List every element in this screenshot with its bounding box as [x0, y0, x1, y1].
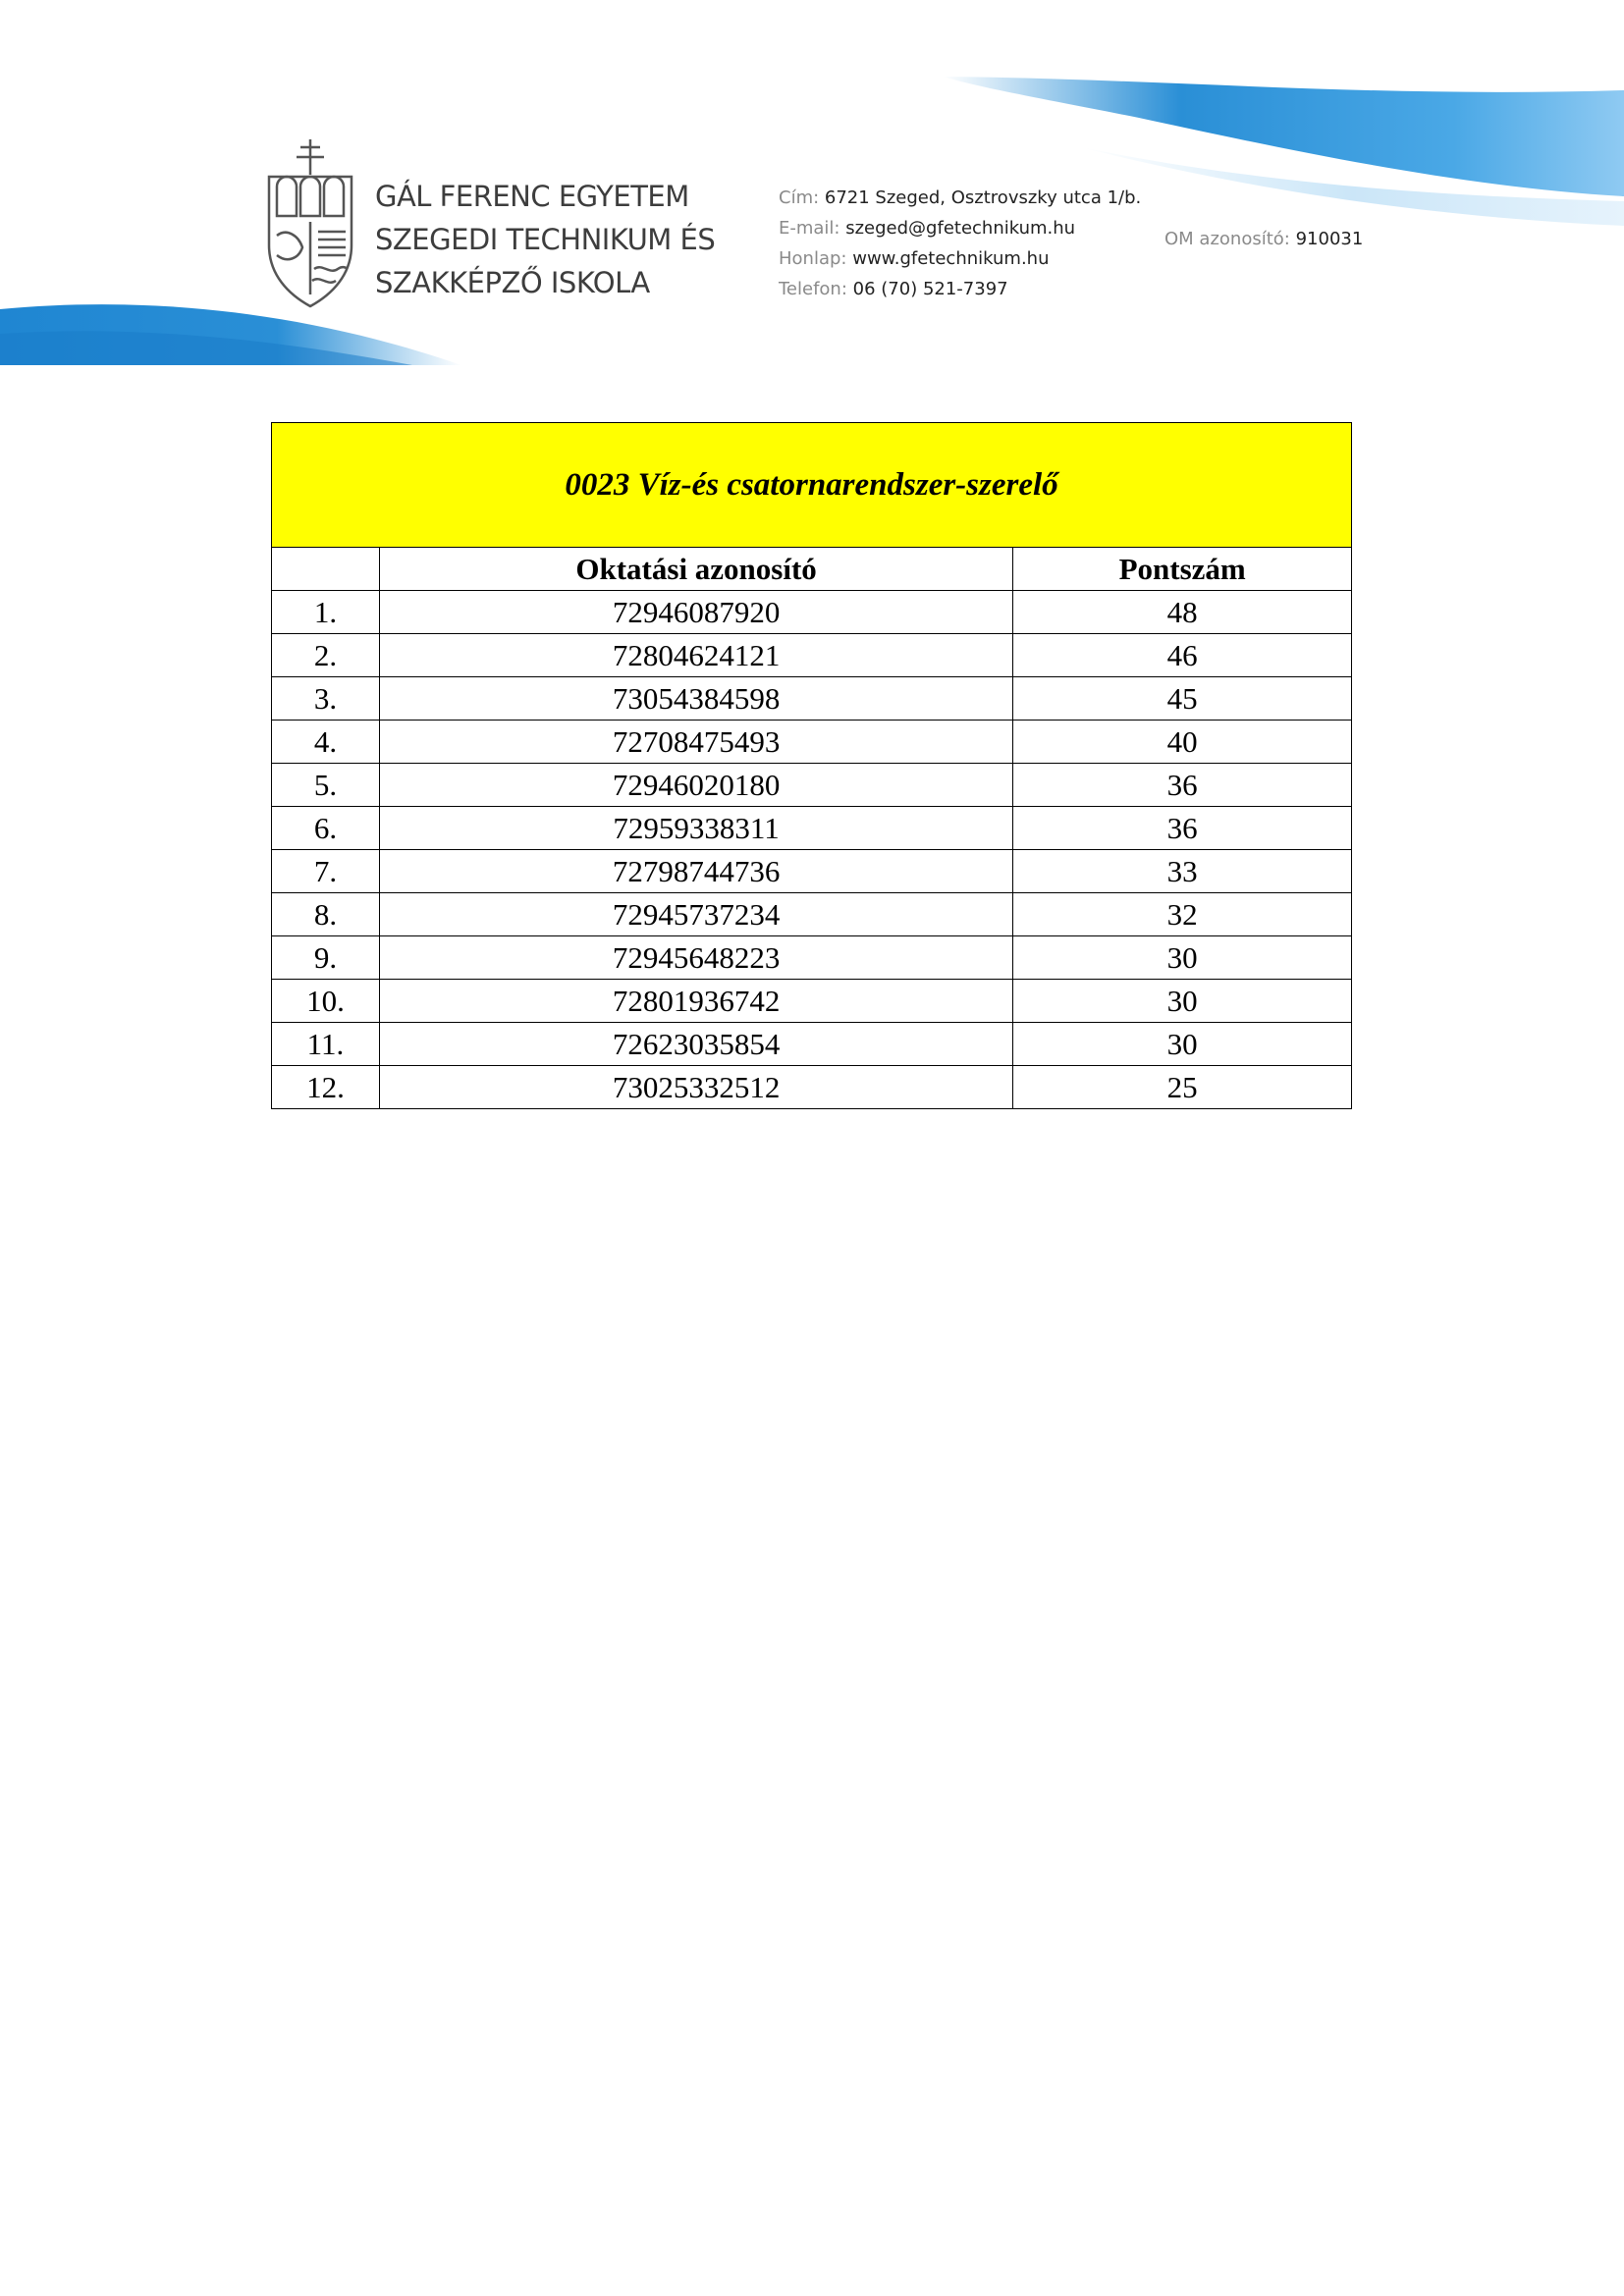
- rank-cell: 4.: [272, 721, 380, 764]
- school-name-line-3: SZAKKÉPZŐ ISKOLA: [375, 266, 650, 299]
- score-cell: 25: [1013, 1066, 1352, 1109]
- id-cell: 72945737234: [379, 893, 1012, 936]
- id-cell: 72623035854: [379, 1023, 1012, 1066]
- contact-address: Cím: 6721 Szeged, Osztrovszky utca 1/b.: [779, 187, 1142, 208]
- table-row: [272, 936, 1352, 980]
- table-row: [272, 1023, 1352, 1066]
- score-cell: 46: [1013, 634, 1352, 677]
- table-row: [272, 721, 1352, 764]
- table-row: [272, 807, 1352, 850]
- id-cell: 72946020180: [379, 764, 1012, 807]
- table-row: [272, 850, 1352, 893]
- table-title: 0023 Víz-és csatornarendszer-szerelő: [272, 423, 1352, 548]
- column-header-id: Oktatási azonosító: [379, 548, 1012, 591]
- contact-email: E-mail: szeged@gfetechnikum.hu: [779, 218, 1076, 239]
- id-cell: 73054384598: [379, 677, 1012, 721]
- score-cell: 30: [1013, 936, 1352, 980]
- results-table: [271, 422, 1352, 1109]
- score-cell: 36: [1013, 807, 1352, 850]
- table-title-row: [272, 423, 1352, 548]
- rank-cell: 9.: [272, 936, 380, 980]
- rank-cell: 8.: [272, 893, 380, 936]
- rank-cell: 11.: [272, 1023, 380, 1066]
- id-cell: 72801936742: [379, 980, 1012, 1023]
- id-cell: 72959338311: [379, 807, 1012, 850]
- score-cell: 48: [1013, 591, 1352, 634]
- table-header-row: [272, 548, 1352, 591]
- school-name-line-1: GÁL FERENC EGYETEM: [375, 180, 689, 213]
- rank-cell: 3.: [272, 677, 380, 721]
- id-cell: 73025332512: [379, 1066, 1012, 1109]
- contact-phone: Telefon: 06 (70) 521-7397: [779, 279, 1008, 299]
- score-cell: 33: [1013, 850, 1352, 893]
- rank-cell: 12.: [272, 1066, 380, 1109]
- score-cell: 32: [1013, 893, 1352, 936]
- id-cell: 72804624121: [379, 634, 1012, 677]
- rank-cell: 7.: [272, 850, 380, 893]
- id-cell: 72708475493: [379, 721, 1012, 764]
- rank-cell: 5.: [272, 764, 380, 807]
- rank-cell: 6.: [272, 807, 380, 850]
- score-cell: 36: [1013, 764, 1352, 807]
- score-cell: 45: [1013, 677, 1352, 721]
- table-row: [272, 980, 1352, 1023]
- table-row: [272, 1066, 1352, 1109]
- school-name: [375, 175, 715, 304]
- rank-cell: 2.: [272, 634, 380, 677]
- contact-website: Honlap: www.gfetechnikum.hu: [779, 248, 1050, 269]
- table-row: [272, 634, 1352, 677]
- id-cell: 72945648223: [379, 936, 1012, 980]
- score-cell: 40: [1013, 721, 1352, 764]
- table-row: [272, 591, 1352, 634]
- rank-cell: 1.: [272, 591, 380, 634]
- score-cell: 30: [1013, 980, 1352, 1023]
- om-identifier: OM azonosító: 910031: [1164, 229, 1364, 249]
- score-cell: 30: [1013, 1023, 1352, 1066]
- table-row: [272, 893, 1352, 936]
- table-row: [272, 677, 1352, 721]
- school-crest-logo: [263, 137, 357, 310]
- column-header-score: Pontszám: [1013, 548, 1352, 591]
- rank-cell: 10.: [272, 980, 380, 1023]
- contact-info: [779, 183, 1141, 304]
- id-cell: 72946087920: [379, 591, 1012, 634]
- id-cell: 72798744736: [379, 850, 1012, 893]
- school-name-line-2: SZEGEDI TECHNIKUM ÉS: [375, 223, 716, 256]
- column-header-rank: [272, 548, 380, 591]
- table-row: [272, 764, 1352, 807]
